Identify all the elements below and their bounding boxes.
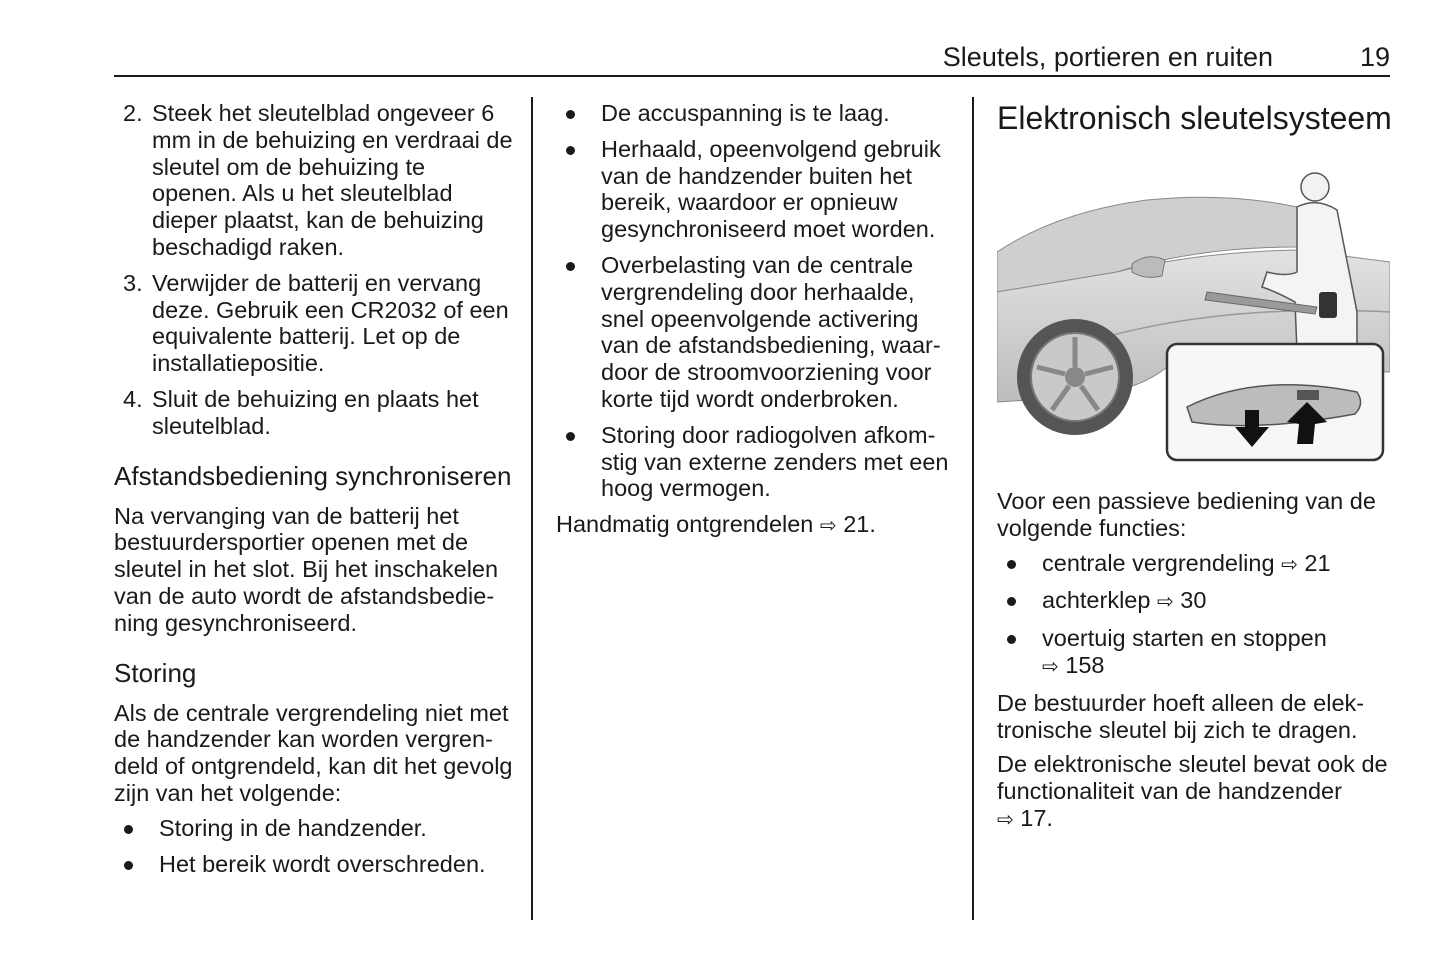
list-item (556, 252, 956, 413)
bullet-icon (566, 110, 575, 119)
bullet-icon (1007, 597, 1016, 606)
bullet-icon (566, 262, 575, 271)
page-link[interactable]: 30 (1180, 587, 1207, 614)
electronic-key-heading: Elektronisch sleutelsysteem (997, 100, 1392, 136)
intro-paragraph: Voor een passieve bediening van de volgende functies: (997, 488, 1376, 541)
list-item (997, 625, 1395, 681)
page-number: 19 (1359, 42, 1390, 72)
list-item-text: De accuspanning is te laag. (601, 100, 890, 126)
list-item (556, 100, 956, 127)
header-divider (114, 75, 1390, 77)
manual-unlock-text: Handmatig ontgrendelen (556, 511, 814, 538)
list-item (997, 587, 1395, 616)
step-text: Verwijder de batterij en vervang deze. Gebruik een CR2032 of een equivalente batterij. Let op de installatiepositie. (152, 269, 509, 377)
column-right (997, 100, 1395, 136)
functionality-paragraph (997, 751, 1395, 833)
manual-unlock-reference (556, 511, 956, 540)
page-link[interactable]: 21. (843, 511, 876, 538)
bullet-icon (566, 432, 575, 441)
step-item (114, 100, 514, 261)
step-item (114, 270, 514, 377)
page-link[interactable]: 158 (1065, 651, 1105, 678)
cross-reference-icon: ⇨ (819, 515, 837, 538)
storing-heading: Storing (114, 657, 197, 688)
list-item (997, 550, 1395, 579)
storing-paragraph: Als de centrale vergrendeling niet met de handzender kan worden vergrendeld of ontgrendeld, kan dit het gevolg zijn van het volgende: (114, 699, 513, 806)
step-number: 4. (123, 385, 143, 412)
cross-reference-icon: ⇨ (1156, 591, 1174, 614)
driver-paragraph: De bestuurder hoeft alleen de elektronische sleutel bij zich te dragen. (997, 689, 1365, 743)
electronic-key-text (997, 488, 1395, 842)
bullet-icon (124, 861, 133, 870)
column-left (114, 100, 514, 886)
bullet-icon (1007, 635, 1016, 644)
car-door-handle-illustration (997, 152, 1390, 470)
step-number: 2. (123, 100, 143, 126)
list-item-text: Het bereik wordt overschreden. (159, 850, 486, 877)
list-item-text: achterklep (1042, 587, 1151, 614)
list-item-text: centrale vergrendeling (1042, 549, 1275, 576)
list-item-text: Storing in de handzender. (159, 814, 427, 841)
column-divider (972, 97, 974, 920)
cross-reference-icon: ⇨ (1042, 655, 1059, 678)
page-link[interactable]: 21 (1304, 549, 1331, 576)
bullet-icon (566, 146, 575, 155)
step-item (114, 386, 514, 440)
page-link[interactable]: 17. (1020, 804, 1053, 831)
bullet-icon (124, 825, 133, 834)
functionality-text: De elektronische sleutel bevat ook de functionaliteit van de handzender (997, 751, 1388, 805)
list-item (114, 851, 514, 878)
list-item (556, 422, 956, 502)
list-item (114, 815, 514, 842)
list-item-text: Herhaald, opeenvolgend gebruik van de handzender buiten het bereik, waardoor er opnieuw gesynchroniseerd moet worden. (601, 135, 941, 243)
list-item (556, 136, 956, 243)
list-item-text: voertuig starten en stoppen (1042, 625, 1327, 652)
cross-reference-icon: ⇨ (997, 808, 1014, 831)
step-number: 3. (123, 269, 143, 296)
list-item-text: Storing door radiogolven afkomstig van externe zenders met een hoog vermogen. (601, 421, 949, 502)
step-text: Steek het sleutelblad ongeveer 6 mm in de behuizing en verdraai de sleutel om de behuizing te openen. Als u het sleutelblad dieper plaatst, kan de behuizing beschadigd raken. (152, 100, 513, 260)
sync-heading: Afstandsbediening synchroniseren (114, 460, 512, 491)
bullet-icon (1007, 560, 1016, 569)
column-divider (531, 97, 533, 920)
column-middle (556, 100, 956, 548)
list-item-text: Overbelasting van de centrale vergrendeling door herhaalde, snel opeenvolgende activering van de afstandsbediening, waardoor de stroomvoorziening voor korte tijd wordt onderbroken. (601, 251, 941, 412)
sync-paragraph: Na vervanging van de batterij het bestuurdersportier openen met de sleutel in het slot. Bij het inschakelen van de auto wordt de afstandsbediening gesynchroniseerd. (114, 502, 499, 636)
cross-reference-icon: ⇨ (1281, 553, 1298, 576)
section-title: Sleutels, portieren en ruiten (942, 42, 1273, 72)
step-text: Sluit de behuizing en plaats het sleutelblad. (152, 385, 479, 439)
